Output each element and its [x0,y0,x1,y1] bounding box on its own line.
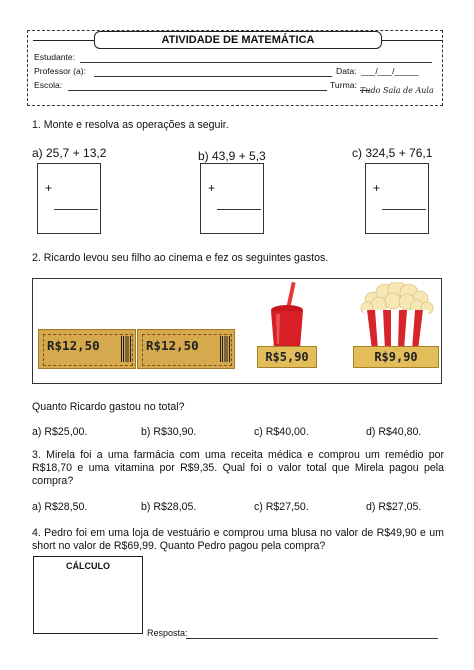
school-label: Escola: [34,80,63,90]
q1-work-box-a[interactable] [37,163,101,234]
q1-op-c: c) 324,5 + 76,1 [352,146,433,160]
q2-prompt: 2. Ricardo levou seu filho ao cinema e fez os seguintes gastos. [32,252,329,264]
plus-sign: + [373,181,381,195]
answer-line [217,209,261,210]
q3-prompt: 3. Mirela foi a uma farmácia com uma receita médica e comprou um remédio por R$18,70 e uma vitamina por R$9,35. Qual foi o valor total que Mirela pagou pela compra? [32,449,444,487]
q2-option-b[interactable]: b) R$30,90. [141,426,197,438]
q1-op-b: b) 43,9 + 5,3 [198,149,266,163]
date-field[interactable]: ___/___/_____ [361,66,419,76]
drink-price-ribbon: R$5,90 [257,346,317,368]
barcode-icon [121,336,131,362]
answer-field[interactable] [186,638,438,639]
q4-prompt: 4. Pedro foi em uma loja de vestuário e comprou uma blusa no valor de R$49,90 e um short no valor de R$69,99. Quanto Pedro pagou pela compra? [32,527,444,552]
student-field[interactable] [80,62,432,63]
soda-cup-icon [265,282,309,350]
cinema-ticket-1 [38,329,136,369]
ticket-price-1: R$12,50 [47,338,100,353]
q3-option-b[interactable]: b) R$28,05. [141,501,197,513]
brand-logo: Tudo Sala de Aula [360,86,434,95]
q1-work-box-c[interactable] [365,163,429,234]
page-title [94,31,382,49]
calculation-label: CÁLCULO [66,561,110,571]
q3-option-a[interactable]: a) R$28,50. [32,501,88,513]
popcorn-price-ribbon: R$9,90 [353,346,439,368]
q1-work-box-b[interactable] [200,163,264,234]
student-label: Estudante: [34,52,76,62]
class-label: Turma: [330,80,357,90]
plus-sign: + [45,181,53,195]
ticket-price-2: R$12,50 [146,338,199,353]
school-field[interactable] [68,90,327,91]
q2-option-d[interactable]: d) R$40,80. [366,426,422,438]
q1-prompt: 1. Monte e resolva as operações a seguir. [32,119,229,131]
q3-option-c[interactable]: c) R$27,50. [254,501,309,513]
date-label: Data: [336,66,357,76]
q3-option-d[interactable]: d) R$27,05. [366,501,422,513]
answer-line [54,209,98,210]
cinema-ticket-2 [137,329,235,369]
q1-op-a: a) 25,7 + 13,2 [32,146,107,160]
teacher-label: Professor (a): [34,66,87,76]
calculation-box[interactable] [33,556,143,634]
teacher-field[interactable] [94,76,332,77]
q2-option-a[interactable]: a) R$25,00. [32,426,88,438]
popcorn-bucket-icon [357,282,435,350]
page-title-text: ATIVIDADE DE MATEMÁTICA [161,34,315,46]
q2-option-c[interactable]: c) R$40,00. [254,426,309,438]
q2-expenses-panel [32,278,442,384]
q2-question: Quanto Ricardo gastou no total? [32,401,185,413]
barcode-icon [220,336,230,362]
answer-label: Resposta: [147,628,188,638]
answer-line [382,209,426,210]
plus-sign: + [208,181,216,195]
